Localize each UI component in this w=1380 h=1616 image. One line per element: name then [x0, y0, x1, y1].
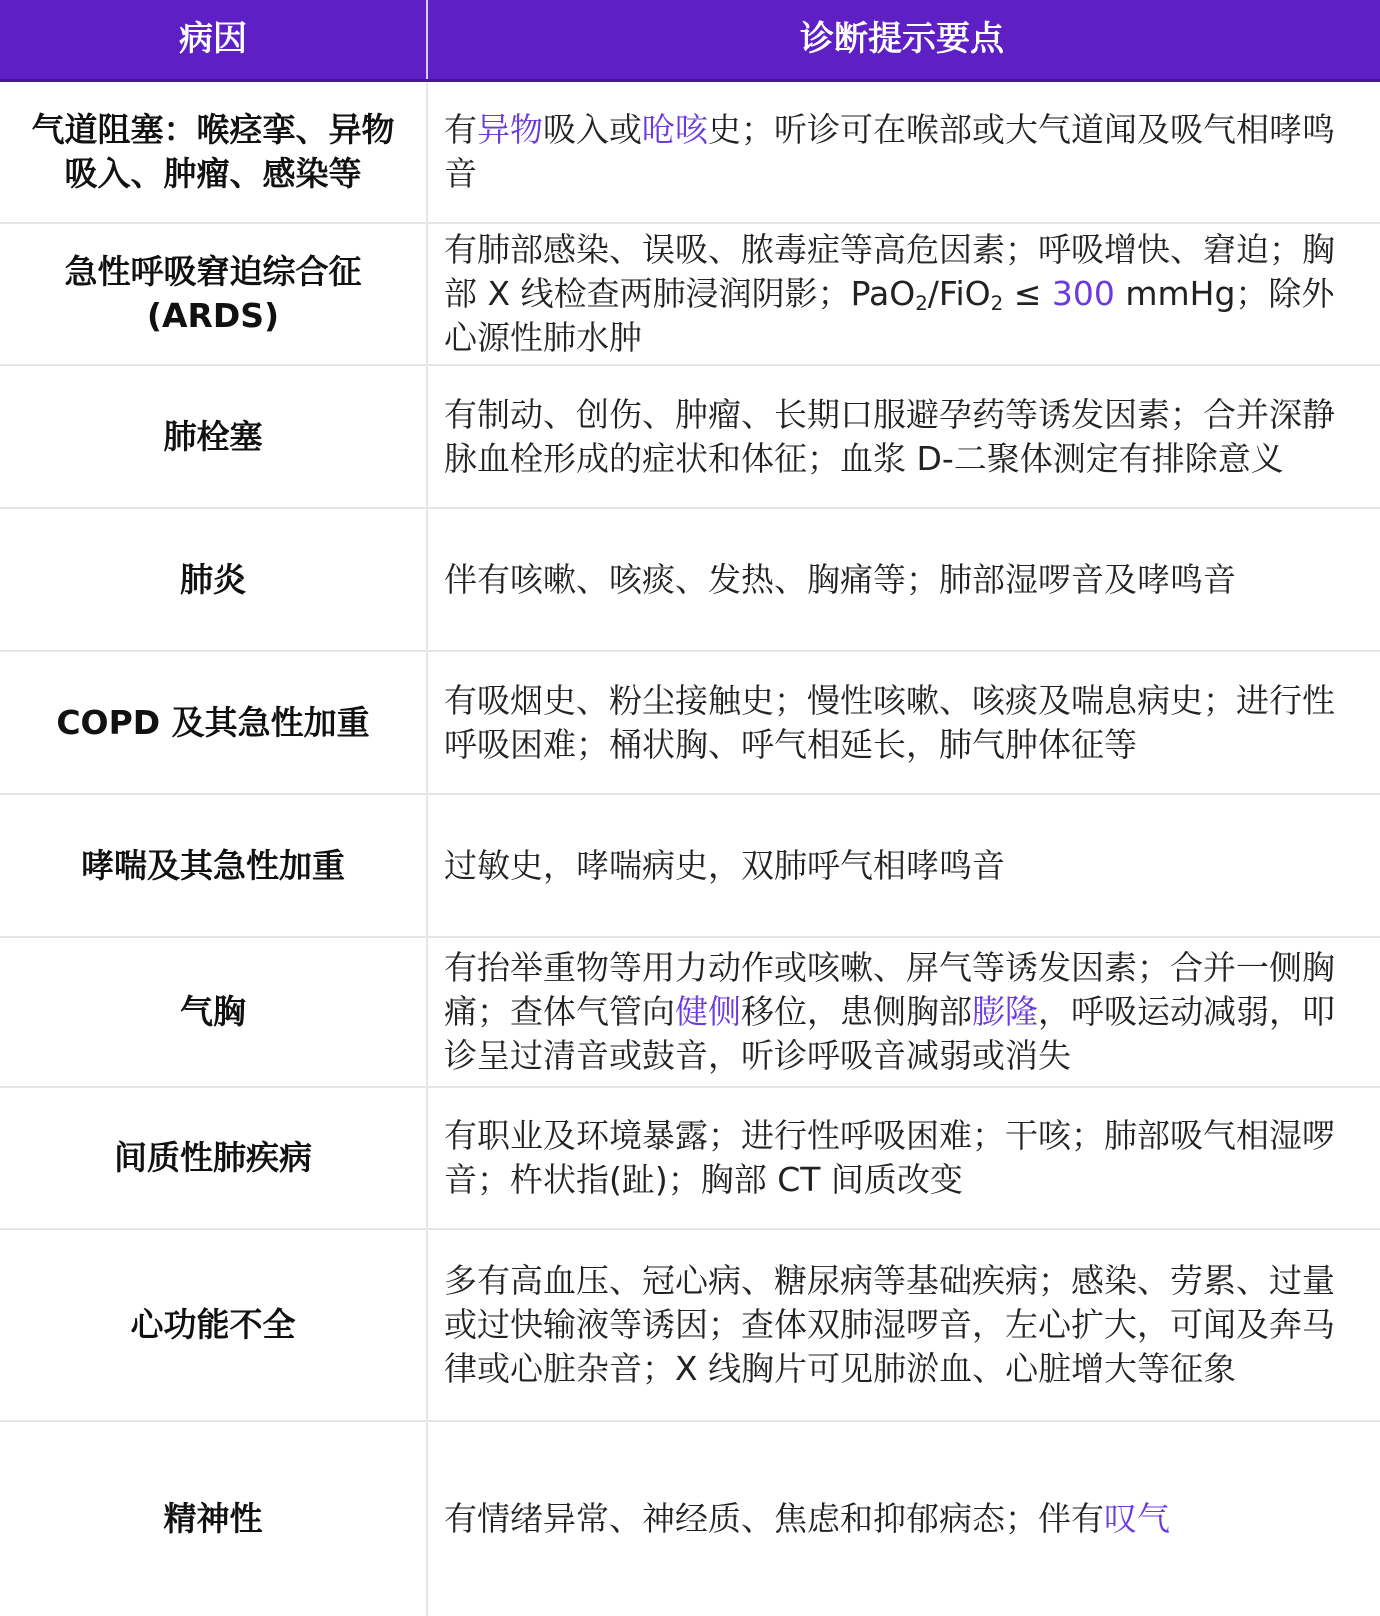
points-text: ≤ [1003, 274, 1052, 313]
points-text: 史；听诊可在喉部或大气道闻及吸气相哮鸣音 [444, 110, 1335, 193]
highlight-text: 健侧 [675, 992, 741, 1031]
table-header [0, 0, 1380, 82]
cause-cell: 肺栓塞 [163, 416, 263, 456]
highlight-text: 膨隆 [972, 992, 1038, 1031]
cause-cell [0, 82, 426, 222]
cause-cell: 心功能不全 [130, 1305, 296, 1344]
table-row [0, 938, 1380, 1088]
points-cell [428, 82, 1376, 222]
points-text: 过敏史，哮喘病史，双肺呼气相哮鸣音 [444, 845, 1005, 885]
points-text: 有吸烟史、粉尘接触史；慢性咳嗽、咳痰及喘息病史；进行性呼吸困难；桶状胸、呼气相延长，肺气肿体征等 [444, 680, 1335, 764]
cause-line: (ARDS) [146, 296, 280, 335]
points-text: 有抬举重物等用力动作或咳嗽、屏气等诱发因素；合并一侧胸痛；查体气管向 [444, 948, 1335, 1031]
points-text: 吸入或 [543, 110, 642, 149]
cause-cell: 肺炎 [180, 559, 246, 599]
highlight-text: 300 [1051, 274, 1115, 313]
cause-cell: 间质性肺疾病 [114, 1138, 312, 1177]
points-cell [428, 652, 1376, 793]
table-row [0, 509, 1380, 652]
table-row [0, 1422, 1380, 1616]
points-text: ，呼吸运动减弱，叩诊呈过清音或鼓音，听诊呼吸音减弱或消失 [444, 992, 1335, 1075]
table-row [0, 224, 1380, 366]
table-row [0, 82, 1380, 224]
points-cell [428, 1422, 1376, 1616]
points-text: 伴有咳嗽、咳痰、发热、胸痛等；肺部湿啰音及哮鸣音 [444, 559, 1236, 599]
cause-cell: 气胸 [180, 992, 246, 1031]
points-text: 有 [444, 110, 477, 149]
points-cell [428, 509, 1376, 650]
highlight-text: 叹气 [1104, 1499, 1170, 1538]
subscript: 2 [990, 291, 1004, 315]
table-row [0, 1088, 1380, 1230]
points-text: 有情绪异常、神经质、焦虑和抑郁病态；伴有 [444, 1499, 1104, 1538]
points-cell [428, 795, 1376, 936]
points-text: 多有高血压、冠心病、糖尿病等基础疾病；感染、劳累、过量或过快输液等诱因；查体双肺湿啰音，左心扩大，可闻及奔马律或心脏杂音；X 线胸片可见肺淤血、心脏增大等征象 [444, 1261, 1335, 1388]
cause-cell: COPD 及其急性加重 [56, 702, 370, 742]
cause-cell [0, 224, 426, 364]
points-text: 移位，患侧胸部 [741, 992, 972, 1031]
table-row [0, 795, 1380, 938]
table-row [0, 1230, 1380, 1422]
points-text: /FiO [927, 274, 991, 313]
points-cell [428, 938, 1376, 1086]
cause-cell: 哮喘及其急性加重 [81, 845, 345, 885]
header-cause: 病因 [179, 19, 247, 59]
highlight-text: 异物 [477, 110, 543, 149]
highlight-text: 呛咳 [642, 110, 708, 149]
cause-line: 急性呼吸窘迫综合征 [64, 252, 362, 291]
header-points: 诊断提示要点 [800, 19, 1004, 59]
subscript: 2 [915, 291, 928, 315]
cause-line: 气道阻塞：喉痉挛、异物 [31, 110, 395, 149]
points-cell [428, 1088, 1376, 1228]
points-text: 有制动、创伤、肿瘤、长期口服避孕药等诱发因素；合并深静脉血栓形成的症状和体征；血浆 D-二聚体测定有排除意义 [444, 394, 1335, 478]
table-row [0, 366, 1380, 509]
points-text: 有职业及环境暴露；进行性呼吸困难；干咳；肺部吸气相湿啰音；杵状指(趾)；胸部 CT 间质改变 [444, 1116, 1335, 1199]
cause-line: 吸入、肿瘤、感染等 [64, 154, 362, 193]
points-text: mmHg；除外心源性肺水肿 [444, 274, 1335, 357]
cause-cell: 精神性 [163, 1499, 263, 1538]
table-row [0, 652, 1380, 795]
points-text: 有肺部感染、误吸、脓毒症等高危因素；呼吸增快、窘迫；胸部 X 线检查两肺浸润阴影；PaO [444, 230, 1335, 313]
points-cell [428, 366, 1376, 507]
points-cell [428, 1230, 1376, 1420]
points-cell [428, 224, 1376, 364]
